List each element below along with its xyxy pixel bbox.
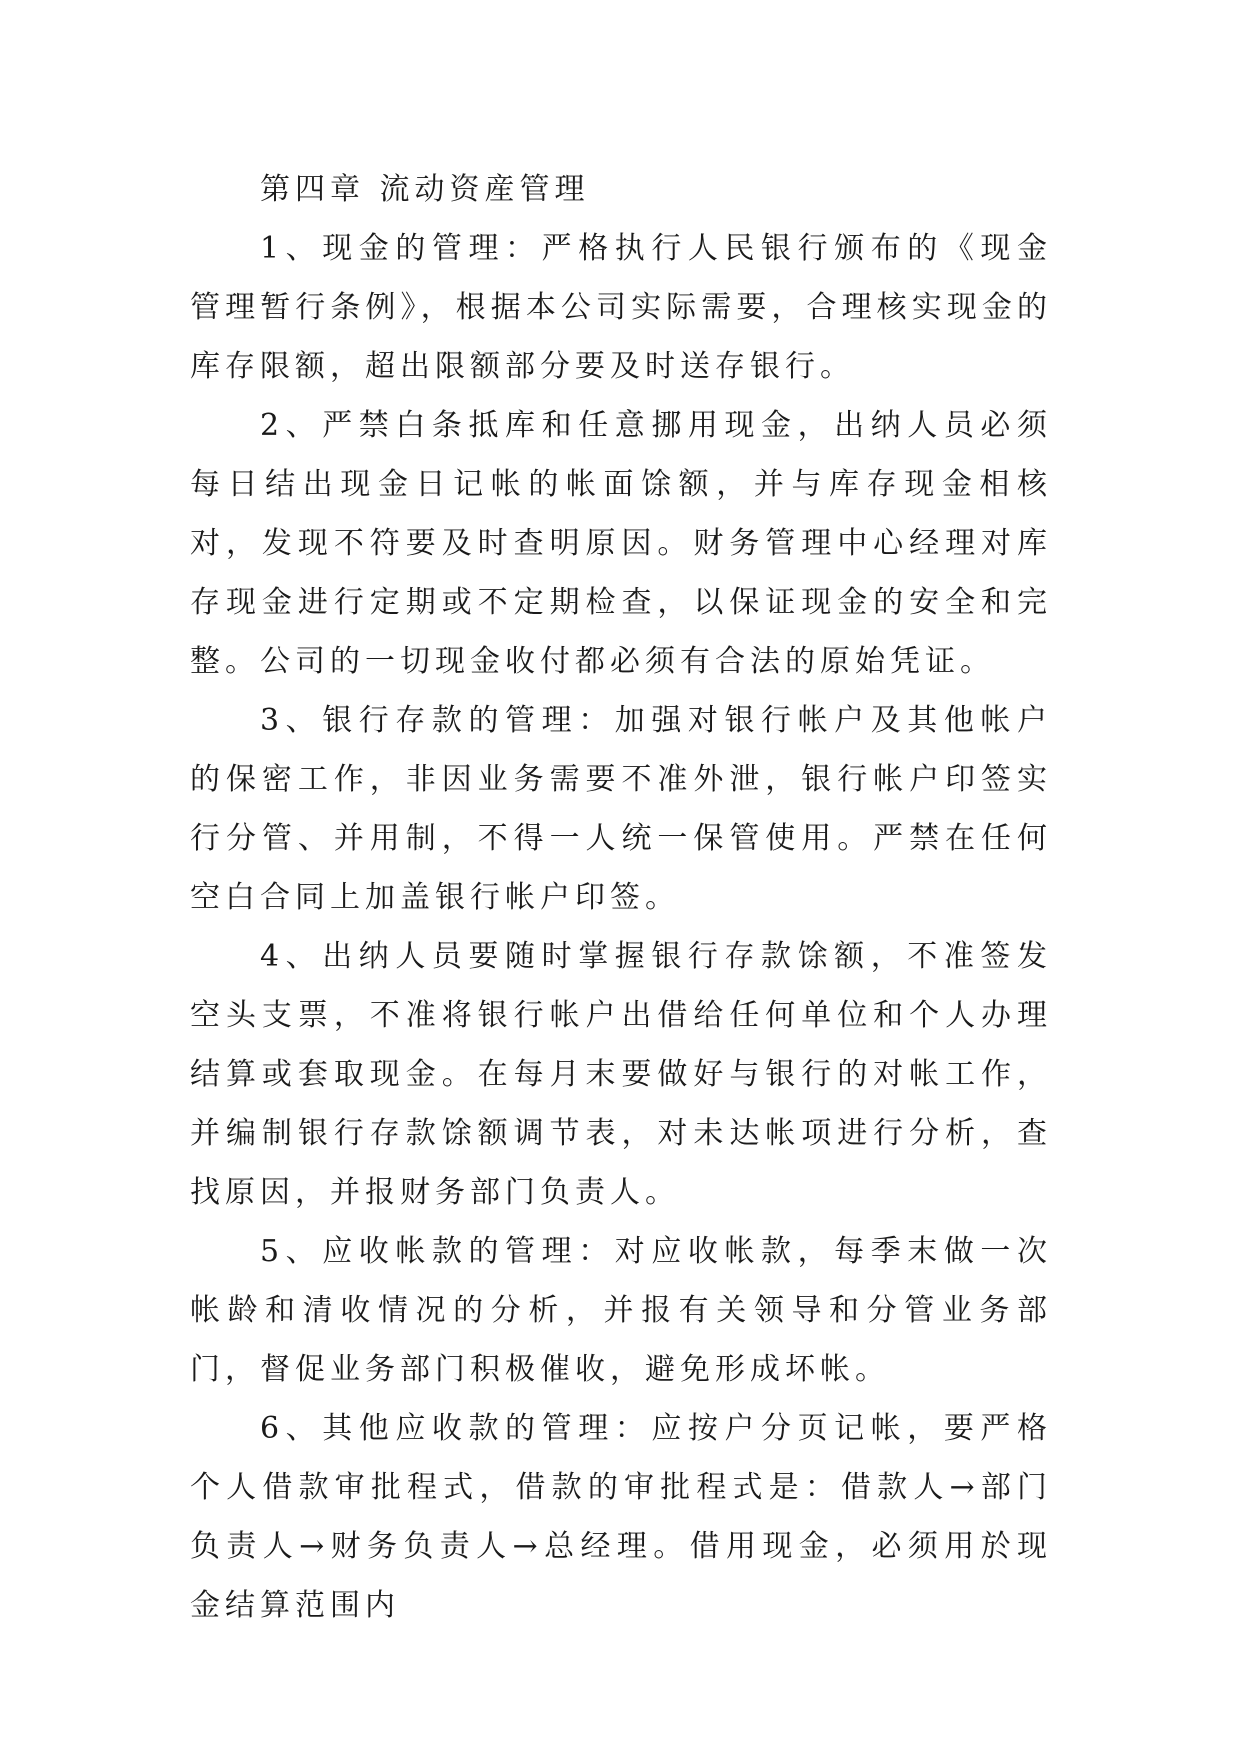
paragraph-accounts-receivable: 5、应收帐款的管理：对应收帐款，每季末做一次帐龄和清收情况的分析，并报有关领导和分管业务部门，督促业务部门积极催收，避免形成坏帐。 [190, 1234, 1052, 1387]
document-page [190, 160, 1052, 1635]
paragraph-cash-management: 1、现金的管理：严格执行人民银行颁布的《现金管理暂行条例》，根据本公司实际需要，合理核实现金的库存限额，超出限额部分要及时送存银行。 [190, 231, 1052, 384]
paragraph-other-receivables: 6、其他应收款的管理：应按户分页记帐，要严格个人借款审批程式，借款的审批程式是：借款人→部门负责人→财务负责人→总经理。借用现金，必须用於现金结算范围内 [190, 1411, 1052, 1623]
chapter-heading: 第四章 流动资産管理 [260, 172, 590, 207]
paragraph-bank-balance-control: 4、出纳人员要随时掌握银行存款馀额，不准签发空头支票，不准将银行帐户出借给任何单位和个人办理结算或套取现金。在每月末要做好与银行的对帐工作，并编制银行存款馀额调节表，对未达帐项进行分析，查找原因，并报财务部门负责人。 [190, 939, 1052, 1210]
paragraph-bank-deposit-management: 3、银行存款的管理：加强对银行帐户及其他帐户的保密工作，非因业务需要不准外泄，银行帐户印签实行分管、并用制，不得一人统一保管使用。严禁在任何空白合同上加盖银行帐户印签。 [190, 703, 1052, 915]
paragraph-cash-control: 2、严禁白条抵库和任意挪用现金，出纳人员必须每日结出现金日记帐的帐面馀额，并与库存现金相核对，发现不符要及时查明原因。财务管理中心经理对库存现金进行定期或不定期检查，以保证现金的安全和完整。公司的一切现金收付都必须有合法的原始凭证。 [190, 408, 1052, 679]
